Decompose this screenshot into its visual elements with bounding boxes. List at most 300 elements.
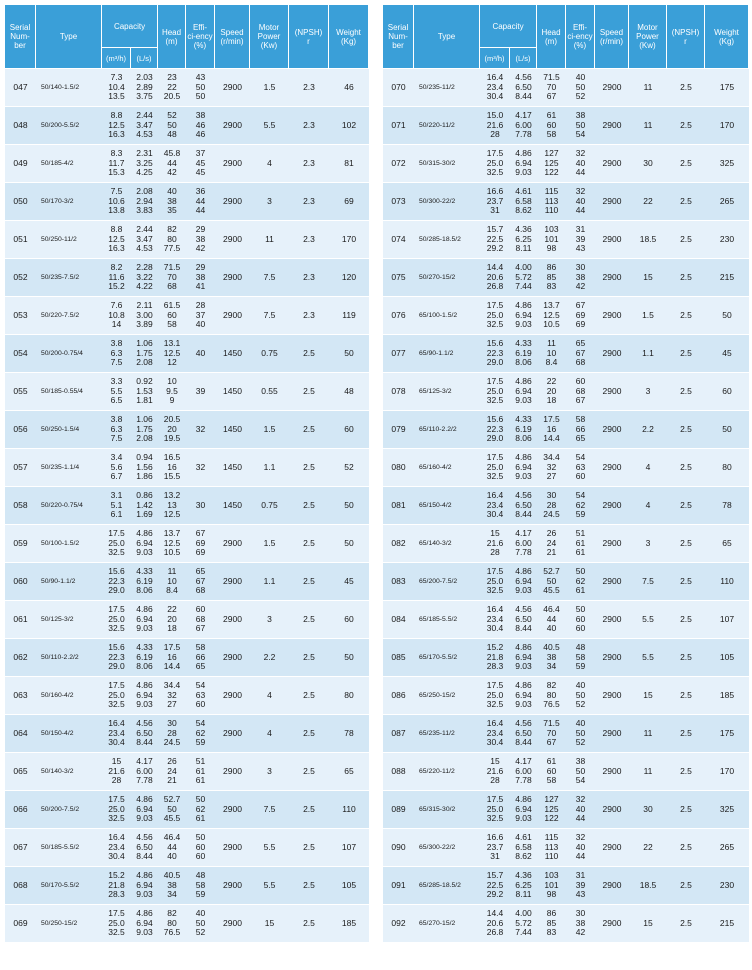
motor-power-cell: 1.5 bbox=[629, 297, 667, 335]
capacity-m3h-cell: 15 21.6 28 bbox=[480, 753, 510, 791]
capacity-m3h-cell: 8.3 11.7 15.3 bbox=[102, 145, 131, 183]
serial-number-cell: 047 bbox=[5, 69, 36, 107]
npsh-cell: 2.5 bbox=[667, 183, 705, 221]
table-row bbox=[383, 69, 749, 107]
efficiency-cell: 37 45 45 bbox=[186, 145, 215, 183]
serial-number-cell: 076 bbox=[383, 297, 414, 335]
head-cell: 10 9.5 9 bbox=[158, 373, 186, 411]
serial-number-cell: 066 bbox=[5, 791, 36, 829]
serial-number-cell: 084 bbox=[383, 601, 414, 639]
type-cell: 50/185-0.55/4 bbox=[36, 373, 102, 411]
type-cell: 50/235-1.1/4 bbox=[36, 449, 102, 487]
table-row bbox=[383, 753, 749, 791]
capacity-m3h-cell: 3.1 5.1 6.1 bbox=[102, 487, 131, 525]
speed-cell: 2900 bbox=[595, 525, 629, 563]
npsh-cell: 2.5 bbox=[289, 677, 329, 715]
npsh-cell: 2.5 bbox=[289, 829, 329, 867]
speed-cell: 1450 bbox=[215, 411, 250, 449]
npsh-cell: 2.3 bbox=[289, 259, 329, 297]
motor-power-cell: 4 bbox=[629, 487, 667, 525]
head-cell: 127 125 122 bbox=[537, 145, 566, 183]
efficiency-cell: 58 66 65 bbox=[186, 639, 215, 677]
serial-number-cell: 091 bbox=[383, 867, 414, 905]
table-row bbox=[383, 867, 749, 905]
head-cell: 22 20 18 bbox=[158, 601, 186, 639]
npsh-cell: 2.5 bbox=[667, 791, 705, 829]
capacity-m3h-cell: 15 21.6 28 bbox=[480, 525, 510, 563]
efficiency-cell: 67 69 69 bbox=[186, 525, 215, 563]
header-capacity-m3h: (m³/h) bbox=[102, 48, 131, 69]
motor-power-cell: 15 bbox=[629, 677, 667, 715]
head-cell: 13.7 12.5 10.5 bbox=[537, 297, 566, 335]
motor-power-cell: 18.5 bbox=[629, 867, 667, 905]
head-cell: 103 101 98 bbox=[537, 867, 566, 905]
capacity-ls-cell: 4.61 6.58 8.62 bbox=[510, 183, 537, 221]
table-row bbox=[383, 259, 749, 297]
type-cell: 65/200-7.5/2 bbox=[414, 563, 480, 601]
capacity-ls-cell: 4.86 6.94 9.03 bbox=[510, 449, 537, 487]
header-efficiency: Effi- ci-ency (%) bbox=[186, 5, 215, 69]
motor-power-cell: 18.5 bbox=[629, 221, 667, 259]
weight-cell: 170 bbox=[705, 107, 749, 145]
capacity-m3h-cell: 17.5 25.0 32.5 bbox=[102, 677, 131, 715]
serial-number-cell: 075 bbox=[383, 259, 414, 297]
weight-cell: 265 bbox=[705, 183, 749, 221]
capacity-ls-cell: 4.33 6.19 8.06 bbox=[510, 411, 537, 449]
serial-number-cell: 074 bbox=[383, 221, 414, 259]
serial-number-cell: 060 bbox=[5, 563, 36, 601]
weight-cell: 105 bbox=[329, 867, 369, 905]
type-cell: 65/140-3/2 bbox=[414, 525, 480, 563]
type-cell: 50/125-3/2 bbox=[36, 601, 102, 639]
table-row bbox=[383, 297, 749, 335]
type-cell: 65/110-2.2/2 bbox=[414, 411, 480, 449]
npsh-cell: 2.5 bbox=[667, 905, 705, 943]
type-cell: 50/250-15/2 bbox=[36, 905, 102, 943]
speed-cell: 2900 bbox=[595, 715, 629, 753]
efficiency-cell: 54 62 59 bbox=[566, 487, 595, 525]
motor-power-cell: 15 bbox=[629, 259, 667, 297]
weight-cell: 170 bbox=[329, 221, 369, 259]
speed-cell: 2900 bbox=[215, 563, 250, 601]
speed-cell: 2900 bbox=[215, 829, 250, 867]
capacity-m3h-cell: 16.4 23.4 30.4 bbox=[480, 487, 510, 525]
header-capacity-ls: (L/s) bbox=[510, 48, 537, 69]
weight-cell: 50 bbox=[329, 487, 369, 525]
speed-cell: 2900 bbox=[595, 145, 629, 183]
capacity-ls-cell: 4.56 6.50 8.44 bbox=[510, 601, 537, 639]
serial-number-cell: 054 bbox=[5, 335, 36, 373]
capacity-ls-cell: 4.86 6.94 9.03 bbox=[510, 791, 537, 829]
speed-cell: 1450 bbox=[215, 487, 250, 525]
capacity-ls-cell: 4.86 6.94 9.03 bbox=[510, 373, 537, 411]
efficiency-cell: 38 46 46 bbox=[186, 107, 215, 145]
header-motor-power: Motor Power (Kw) bbox=[629, 5, 667, 69]
head-cell: 86 85 83 bbox=[537, 905, 566, 943]
head-cell: 11 10 8.4 bbox=[537, 335, 566, 373]
table-row bbox=[383, 639, 749, 677]
capacity-ls-cell: 2.44 3.47 4.53 bbox=[131, 221, 158, 259]
serial-number-cell: 089 bbox=[383, 791, 414, 829]
capacity-m3h-cell: 16.4 23.4 30.4 bbox=[480, 69, 510, 107]
weight-cell: 325 bbox=[705, 791, 749, 829]
efficiency-cell: 32 40 44 bbox=[566, 829, 595, 867]
efficiency-cell: 30 bbox=[186, 487, 215, 525]
weight-cell: 50 bbox=[329, 639, 369, 677]
type-cell: 50/220-11/2 bbox=[414, 107, 480, 145]
type-cell: 50/285-18.5/2 bbox=[414, 221, 480, 259]
serial-number-cell: 067 bbox=[5, 829, 36, 867]
weight-cell: 69 bbox=[329, 183, 369, 221]
type-cell: 50/170-3/2 bbox=[36, 183, 102, 221]
speed-cell: 2900 bbox=[595, 639, 629, 677]
capacity-ls-cell: 4.86 6.94 9.03 bbox=[131, 601, 158, 639]
motor-power-cell: 5.5 bbox=[629, 639, 667, 677]
motor-power-cell: 0.55 bbox=[250, 373, 289, 411]
npsh-cell: 2.5 bbox=[289, 525, 329, 563]
head-cell: 82 80 77.5 bbox=[158, 221, 186, 259]
table-row bbox=[5, 639, 369, 677]
efficiency-cell: 58 66 65 bbox=[566, 411, 595, 449]
capacity-m3h-cell: 8.2 11.6 15.2 bbox=[102, 259, 131, 297]
capacity-m3h-cell: 7.3 10.4 13.5 bbox=[102, 69, 131, 107]
type-cell: 65/125-3/2 bbox=[414, 373, 480, 411]
capacity-ls-cell: 0.92 1.53 1.81 bbox=[131, 373, 158, 411]
npsh-cell: 2.5 bbox=[667, 601, 705, 639]
weight-cell: 60 bbox=[705, 373, 749, 411]
type-cell: 65/220-11/2 bbox=[414, 753, 480, 791]
serial-number-cell: 053 bbox=[5, 297, 36, 335]
efficiency-cell: 32 bbox=[186, 411, 215, 449]
efficiency-cell: 54 62 59 bbox=[186, 715, 215, 753]
efficiency-cell: 40 50 52 bbox=[566, 677, 595, 715]
header-weight: Weight (Kg) bbox=[705, 5, 749, 69]
speed-cell: 2900 bbox=[595, 107, 629, 145]
capacity-m3h-cell: 15.2 21.8 28.3 bbox=[480, 639, 510, 677]
speed-cell: 2900 bbox=[595, 297, 629, 335]
type-cell: 50/235-7.5/2 bbox=[36, 259, 102, 297]
type-cell: 50/220-7.5/2 bbox=[36, 297, 102, 335]
efficiency-cell: 50 60 60 bbox=[186, 829, 215, 867]
efficiency-cell: 48 58 59 bbox=[186, 867, 215, 905]
table-row bbox=[5, 259, 369, 297]
table-row bbox=[5, 145, 369, 183]
serial-number-cell: 061 bbox=[5, 601, 36, 639]
pump-spec-table-right bbox=[383, 5, 749, 943]
capacity-ls-cell: 4.61 6.58 8.62 bbox=[510, 829, 537, 867]
efficiency-cell: 51 61 61 bbox=[566, 525, 595, 563]
head-cell: 61 60 58 bbox=[537, 107, 566, 145]
pump-spec-table-left bbox=[5, 5, 369, 943]
serial-number-cell: 058 bbox=[5, 487, 36, 525]
type-cell: 65/185-5.5/2 bbox=[414, 601, 480, 639]
capacity-m3h-cell: 17.5 25.0 32.5 bbox=[480, 373, 510, 411]
capacity-m3h-cell: 15 21.6 28 bbox=[102, 753, 131, 791]
weight-cell: 80 bbox=[705, 449, 749, 487]
speed-cell: 1450 bbox=[215, 449, 250, 487]
header-capacity-m3h: (m³/h) bbox=[480, 48, 510, 69]
table-row bbox=[5, 791, 369, 829]
capacity-m3h-cell: 15.2 21.8 28.3 bbox=[102, 867, 131, 905]
weight-cell: 60 bbox=[329, 411, 369, 449]
serial-number-cell: 077 bbox=[383, 335, 414, 373]
serial-number-cell: 069 bbox=[5, 905, 36, 943]
capacity-ls-cell: 4.86 6.94 9.03 bbox=[131, 791, 158, 829]
header-weight: Weight (Kg) bbox=[329, 5, 369, 69]
serial-number-cell: 086 bbox=[383, 677, 414, 715]
weight-cell: 60 bbox=[329, 601, 369, 639]
table-row bbox=[5, 221, 369, 259]
npsh-cell: 2.5 bbox=[667, 69, 705, 107]
npsh-cell: 2.5 bbox=[667, 221, 705, 259]
serial-number-cell: 052 bbox=[5, 259, 36, 297]
efficiency-cell: 50 62 61 bbox=[566, 563, 595, 601]
npsh-cell: 2.5 bbox=[289, 905, 329, 943]
weight-cell: 107 bbox=[329, 829, 369, 867]
capacity-m3h-cell: 14.4 20.6 26.8 bbox=[480, 259, 510, 297]
head-cell: 61.5 60 58 bbox=[158, 297, 186, 335]
npsh-cell: 2.5 bbox=[667, 639, 705, 677]
motor-power-cell: 3 bbox=[629, 525, 667, 563]
capacity-m3h-cell: 16.4 23.4 30.4 bbox=[480, 715, 510, 753]
speed-cell: 2900 bbox=[595, 601, 629, 639]
serial-number-cell: 065 bbox=[5, 753, 36, 791]
capacity-ls-cell: 4.56 6.50 8.44 bbox=[131, 829, 158, 867]
capacity-m3h-cell: 7.6 10.8 14 bbox=[102, 297, 131, 335]
npsh-cell: 2.3 bbox=[289, 297, 329, 335]
head-cell: 17.5 16 14.4 bbox=[158, 639, 186, 677]
weight-cell: 175 bbox=[705, 69, 749, 107]
head-cell: 71.5 70 67 bbox=[537, 715, 566, 753]
capacity-ls-cell: 4.36 6.25 8.11 bbox=[510, 867, 537, 905]
npsh-cell: 2.5 bbox=[667, 107, 705, 145]
speed-cell: 2900 bbox=[215, 753, 250, 791]
weight-cell: 215 bbox=[705, 259, 749, 297]
speed-cell: 2900 bbox=[595, 905, 629, 943]
weight-cell: 102 bbox=[329, 107, 369, 145]
table-row bbox=[383, 601, 749, 639]
npsh-cell: 2.5 bbox=[289, 563, 329, 601]
capacity-m3h-cell: 14.4 20.6 26.8 bbox=[480, 905, 510, 943]
capacity-ls-cell: 4.86 6.94 9.03 bbox=[510, 145, 537, 183]
npsh-cell: 2.5 bbox=[289, 411, 329, 449]
table-row bbox=[383, 791, 749, 829]
head-cell: 127 125 122 bbox=[537, 791, 566, 829]
speed-cell: 2900 bbox=[215, 905, 250, 943]
type-cell: 50/185-5.5/2 bbox=[36, 829, 102, 867]
serial-number-cell: 090 bbox=[383, 829, 414, 867]
capacity-ls-cell: 2.11 3.00 3.89 bbox=[131, 297, 158, 335]
capacity-m3h-cell: 3.8 6.3 7.5 bbox=[102, 335, 131, 373]
efficiency-cell: 38 50 54 bbox=[566, 753, 595, 791]
efficiency-cell: 32 bbox=[186, 449, 215, 487]
efficiency-cell: 40 bbox=[186, 335, 215, 373]
head-cell: 13.2 13 12.5 bbox=[158, 487, 186, 525]
speed-cell: 2900 bbox=[215, 715, 250, 753]
motor-power-cell: 15 bbox=[629, 905, 667, 943]
npsh-cell: 2.5 bbox=[667, 563, 705, 601]
speed-cell: 2900 bbox=[595, 563, 629, 601]
npsh-cell: 2.5 bbox=[667, 259, 705, 297]
capacity-ls-cell: 4.86 6.94 9.03 bbox=[131, 905, 158, 943]
table-row bbox=[383, 221, 749, 259]
capacity-ls-cell: 4.86 6.94 9.03 bbox=[131, 867, 158, 905]
capacity-m3h-cell: 16.6 23.7 31 bbox=[480, 183, 510, 221]
motor-power-cell: 3 bbox=[629, 373, 667, 411]
motor-power-cell: 5.5 bbox=[250, 107, 289, 145]
motor-power-cell: 22 bbox=[629, 829, 667, 867]
motor-power-cell: 1.1 bbox=[250, 449, 289, 487]
head-cell: 11 10 8.4 bbox=[158, 563, 186, 601]
npsh-cell: 2.5 bbox=[667, 145, 705, 183]
type-cell: 65/100-1.5/2 bbox=[414, 297, 480, 335]
efficiency-cell: 50 62 61 bbox=[186, 791, 215, 829]
motor-power-cell: 11 bbox=[629, 715, 667, 753]
head-cell: 22 20 18 bbox=[537, 373, 566, 411]
table-row bbox=[5, 867, 369, 905]
table-row bbox=[383, 183, 749, 221]
speed-cell: 2900 bbox=[215, 677, 250, 715]
head-cell: 30 28 24.5 bbox=[537, 487, 566, 525]
npsh-cell: 2.5 bbox=[667, 411, 705, 449]
head-cell: 17.5 16 14.4 bbox=[537, 411, 566, 449]
motor-power-cell: 4 bbox=[250, 677, 289, 715]
table-row bbox=[5, 297, 369, 335]
capacity-m3h-cell: 8.8 12.5 16.3 bbox=[102, 221, 131, 259]
table-row bbox=[5, 69, 369, 107]
speed-cell: 2900 bbox=[595, 69, 629, 107]
table-row bbox=[5, 487, 369, 525]
capacity-ls-cell: 4.56 6.50 8.44 bbox=[510, 715, 537, 753]
capacity-ls-cell: 4.36 6.25 8.11 bbox=[510, 221, 537, 259]
serial-number-cell: 059 bbox=[5, 525, 36, 563]
npsh-cell: 2.5 bbox=[289, 373, 329, 411]
motor-power-cell: 7.5 bbox=[250, 259, 289, 297]
serial-number-cell: 081 bbox=[383, 487, 414, 525]
capacity-m3h-cell: 3.8 6.3 7.5 bbox=[102, 411, 131, 449]
npsh-cell: 2.5 bbox=[289, 335, 329, 373]
speed-cell: 2900 bbox=[595, 449, 629, 487]
head-cell: 16.5 16 15.5 bbox=[158, 449, 186, 487]
speed-cell: 2900 bbox=[595, 829, 629, 867]
motor-power-cell: 11 bbox=[629, 69, 667, 107]
serial-number-cell: 050 bbox=[5, 183, 36, 221]
weight-cell: 78 bbox=[705, 487, 749, 525]
head-cell: 13.1 12.5 12 bbox=[158, 335, 186, 373]
header-capacity: Capacity bbox=[102, 5, 158, 48]
efficiency-cell: 40 50 52 bbox=[566, 715, 595, 753]
npsh-cell: 2.5 bbox=[667, 335, 705, 373]
table-row bbox=[5, 373, 369, 411]
serial-number-cell: 063 bbox=[5, 677, 36, 715]
speed-cell: 2900 bbox=[215, 221, 250, 259]
capacity-m3h-cell: 17.5 25.0 32.5 bbox=[480, 791, 510, 829]
speed-cell: 2900 bbox=[595, 753, 629, 791]
motor-power-cell: 5.5 bbox=[629, 601, 667, 639]
serial-number-cell: 051 bbox=[5, 221, 36, 259]
serial-number-cell: 085 bbox=[383, 639, 414, 677]
weight-cell: 52 bbox=[329, 449, 369, 487]
efficiency-cell: 30 38 42 bbox=[566, 259, 595, 297]
weight-cell: 265 bbox=[705, 829, 749, 867]
capacity-m3h-cell: 16.4 23.4 30.4 bbox=[102, 715, 131, 753]
type-cell: 50/150-4/2 bbox=[36, 715, 102, 753]
speed-cell: 2900 bbox=[215, 525, 250, 563]
efficiency-cell: 67 69 69 bbox=[566, 297, 595, 335]
npsh-cell: 2.5 bbox=[289, 867, 329, 905]
npsh-cell: 2.5 bbox=[289, 791, 329, 829]
head-cell: 61 60 58 bbox=[537, 753, 566, 791]
motor-power-cell: 4 bbox=[250, 145, 289, 183]
weight-cell: 170 bbox=[705, 753, 749, 791]
npsh-cell: 2.5 bbox=[289, 487, 329, 525]
head-cell: 46.4 44 40 bbox=[537, 601, 566, 639]
table-row bbox=[383, 449, 749, 487]
table-row bbox=[5, 563, 369, 601]
weight-cell: 325 bbox=[705, 145, 749, 183]
header-type: Type bbox=[414, 5, 480, 69]
npsh-cell: 2.5 bbox=[289, 449, 329, 487]
table-row bbox=[5, 905, 369, 943]
type-cell: 65/285-18.5/2 bbox=[414, 867, 480, 905]
head-cell: 82 80 76.5 bbox=[158, 905, 186, 943]
motor-power-cell: 15 bbox=[250, 905, 289, 943]
weight-cell: 50 bbox=[705, 297, 749, 335]
motor-power-cell: 1.1 bbox=[629, 335, 667, 373]
head-cell: 52 50 48 bbox=[158, 107, 186, 145]
speed-cell: 2900 bbox=[215, 297, 250, 335]
capacity-ls-cell: 1.06 1.75 2.08 bbox=[131, 335, 158, 373]
weight-cell: 81 bbox=[329, 145, 369, 183]
speed-cell: 2900 bbox=[595, 411, 629, 449]
table-row bbox=[5, 829, 369, 867]
weight-cell: 65 bbox=[705, 525, 749, 563]
npsh-cell: 2.5 bbox=[667, 449, 705, 487]
motor-power-cell: 7.5 bbox=[250, 791, 289, 829]
motor-power-cell: 11 bbox=[250, 221, 289, 259]
npsh-cell: 2.5 bbox=[667, 373, 705, 411]
efficiency-cell: 29 38 42 bbox=[186, 221, 215, 259]
capacity-m3h-cell: 17.5 25.0 32.5 bbox=[480, 145, 510, 183]
type-cell: 65/315-30/2 bbox=[414, 791, 480, 829]
motor-power-cell: 3 bbox=[250, 753, 289, 791]
table-row bbox=[5, 601, 369, 639]
table-row bbox=[5, 183, 369, 221]
motor-power-cell: 22 bbox=[629, 183, 667, 221]
capacity-m3h-cell: 15.7 22.5 29.2 bbox=[480, 221, 510, 259]
speed-cell: 2900 bbox=[595, 487, 629, 525]
npsh-cell: 2.5 bbox=[667, 715, 705, 753]
capacity-ls-cell: 4.00 5.72 7.44 bbox=[510, 259, 537, 297]
weight-cell: 215 bbox=[705, 905, 749, 943]
serial-number-cell: 088 bbox=[383, 753, 414, 791]
type-cell: 65/160-4/2 bbox=[414, 449, 480, 487]
motor-power-cell: 0.75 bbox=[250, 487, 289, 525]
type-cell: 50/200-5.5/2 bbox=[36, 107, 102, 145]
capacity-ls-cell: 0.86 1.42 1.69 bbox=[131, 487, 158, 525]
speed-cell: 2900 bbox=[215, 107, 250, 145]
type-cell: 50/140-1.5/2 bbox=[36, 69, 102, 107]
efficiency-cell: 60 68 67 bbox=[186, 601, 215, 639]
header-head: Head (m) bbox=[158, 5, 186, 69]
type-cell: 65/150-4/2 bbox=[414, 487, 480, 525]
capacity-m3h-cell: 15.6 22.3 29.0 bbox=[102, 563, 131, 601]
capacity-m3h-cell: 17.5 25.0 32.5 bbox=[480, 449, 510, 487]
efficiency-cell: 54 63 60 bbox=[566, 449, 595, 487]
efficiency-cell: 40 50 52 bbox=[186, 905, 215, 943]
capacity-m3h-cell: 17.5 25.0 32.5 bbox=[480, 677, 510, 715]
weight-cell: 230 bbox=[705, 221, 749, 259]
